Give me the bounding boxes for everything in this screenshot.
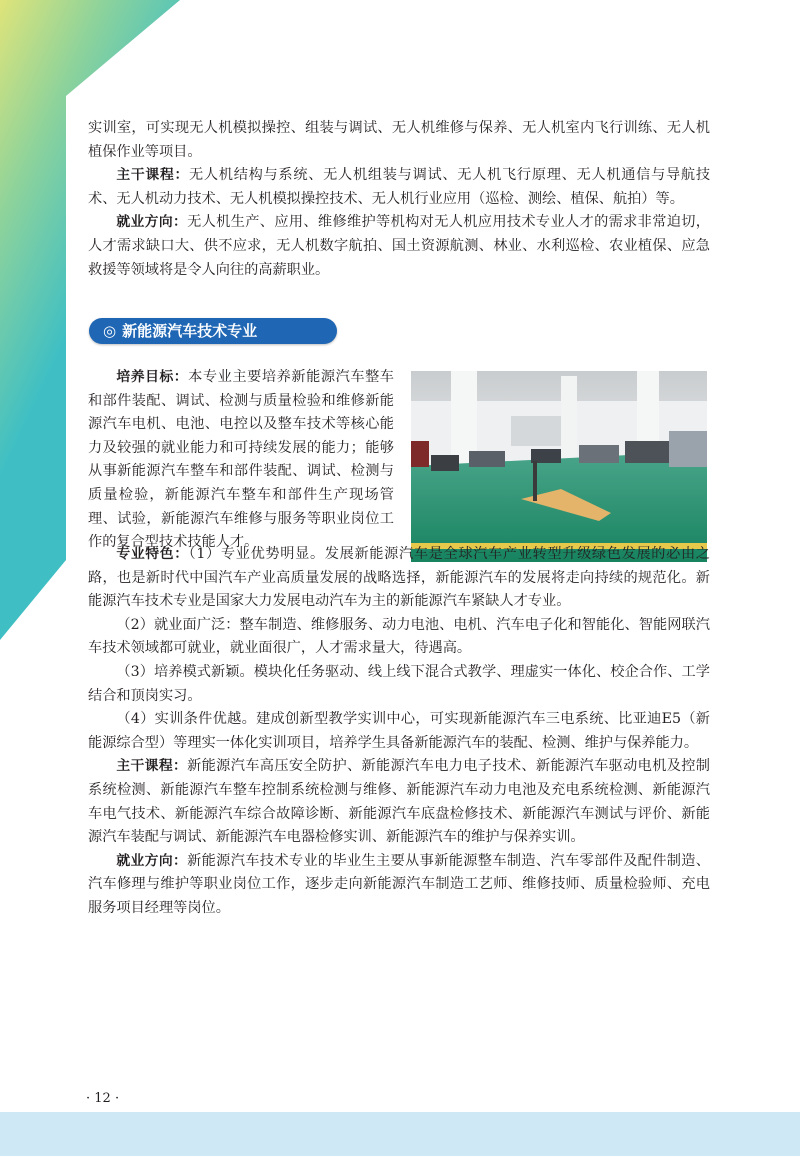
bottom-band	[0, 1112, 800, 1156]
workshop-photo	[411, 371, 707, 562]
top-courses-paragraph	[88, 164, 710, 211]
workshop-photo-icon	[411, 371, 707, 562]
feature-paragraph-4: （4）实训条件优越。建成创新型教学实训中心，可实现新能源汽车三电系统、比亚迪E5（新能源综合型）等理实一体化实训项目，培养学生具备新能源汽车的装配、检测、维护与保养能力。	[88, 711, 710, 751]
main-courses-label: 主干课程：	[116, 758, 188, 775]
main-courses-text: 新能源汽车高压安全防护、新能源汽车电力电子技术、新能源汽车驱动电机及控制系统检测、新能源汽车整车控制系统检测与维修、新能源汽车动力电池及充电系统检测、新能源汽车电气技术、新能源汽车综合故障诊断、新能源汽车底盘检修技术、新能源汽车测试与评价、新能源汽车装配与调试、新能源汽车电器检修实训、新能源汽车的维护与保养实训。	[88, 758, 710, 846]
top-section	[88, 117, 710, 282]
main-courses-paragraph	[88, 755, 710, 849]
page-number: · 12 ·	[86, 1091, 120, 1106]
goal-paragraph	[88, 366, 394, 555]
feature-paragraph-1	[88, 543, 710, 614]
intro-paragraph: 实训室，可实现无人机模拟操控、组装与调试、无人机维修与保养、无人机室内飞行训练、无人机植保作业等项目。	[88, 120, 710, 160]
goal-label: 培养目标：	[116, 369, 189, 385]
main-jobs-label: 就业方向：	[116, 852, 188, 869]
main-section	[88, 543, 710, 921]
top-jobs-paragraph	[88, 211, 710, 282]
top-jobs-label: 就业方向：	[116, 214, 188, 231]
main-jobs-text: 新能源汽车技术专业的毕业生主要从事新能源整车制造、汽车零部件及配件制造、汽车修理与维护等职业岗位工作，逐步走向新能源汽车制造工艺师、维修技师、质量检验师、充电服务项目经理等岗位。	[88, 852, 710, 916]
feature-paragraph-3: （3）培养模式新颖。模块化任务驱动、线上线下混合式教学、理虚实一体化、校企合作、工学结合和顶岗实习。	[88, 663, 710, 704]
main-jobs-paragraph	[88, 850, 710, 921]
top-courses-label: 主干课程：	[116, 167, 189, 184]
top-courses-text: 无人机结构与系统、无人机组装与调试、无人机飞行原理、无人机通信与导航技术、无人机动力技术、无人机模拟操控技术、无人机行业应用（巡检、测绘、植保、航拍）等。	[88, 167, 711, 207]
goal-text: 本专业主要培养新能源汽车整车和部件装配、调试、检测与质量检验和维修新能源汽车电机、电池、电控以及整车技术等核心能力及较强的就业能力和可持续发展的能力；能够从事新能源汽车整车和部件装配、调试、检测与质量检验，新能源汽车整车和部件生产现场管理、试验，新能源汽车维修与服务等职业岗位工作的复合型技术技能人才。	[88, 369, 394, 551]
circle-bullet-icon: ◎	[103, 322, 117, 340]
section-title: 新能源汽车技术专业	[122, 322, 258, 340]
section-heading	[89, 318, 337, 344]
feature-paragraph-2: （2）就业面广泛：整车制造、维修服务、动力电池、电机、汽车电子化和智能化、智能网联汽车技术领域都可就业，就业面很广，人才需求量大，待遇高。	[88, 616, 710, 657]
feature-label: 专业特色：	[116, 546, 189, 562]
feature-1-text: （1）专业优势明显。发展新能源汽车是全球汽车产业转型升级绿色发展的必由之路，也是新时代中国汽车产业高质量发展的战略选择，新能源汽车的发展将走向持续的规范化。新能源汽车技术专业是国家大力发展电动汽车为主的新能源汽车紧缺人才专业。	[88, 546, 710, 610]
main-section-wrapped	[88, 366, 394, 555]
top-jobs-text: 无人机生产、应用、维修维护等机构对无人机应用技术专业人才的需求非常迫切，人才需求缺口大、供不应求，无人机数字航拍、国土资源航测、林业、水利巡检、农业植保、应急救援等领域将是令人向往的高薪职业。	[88, 214, 710, 278]
